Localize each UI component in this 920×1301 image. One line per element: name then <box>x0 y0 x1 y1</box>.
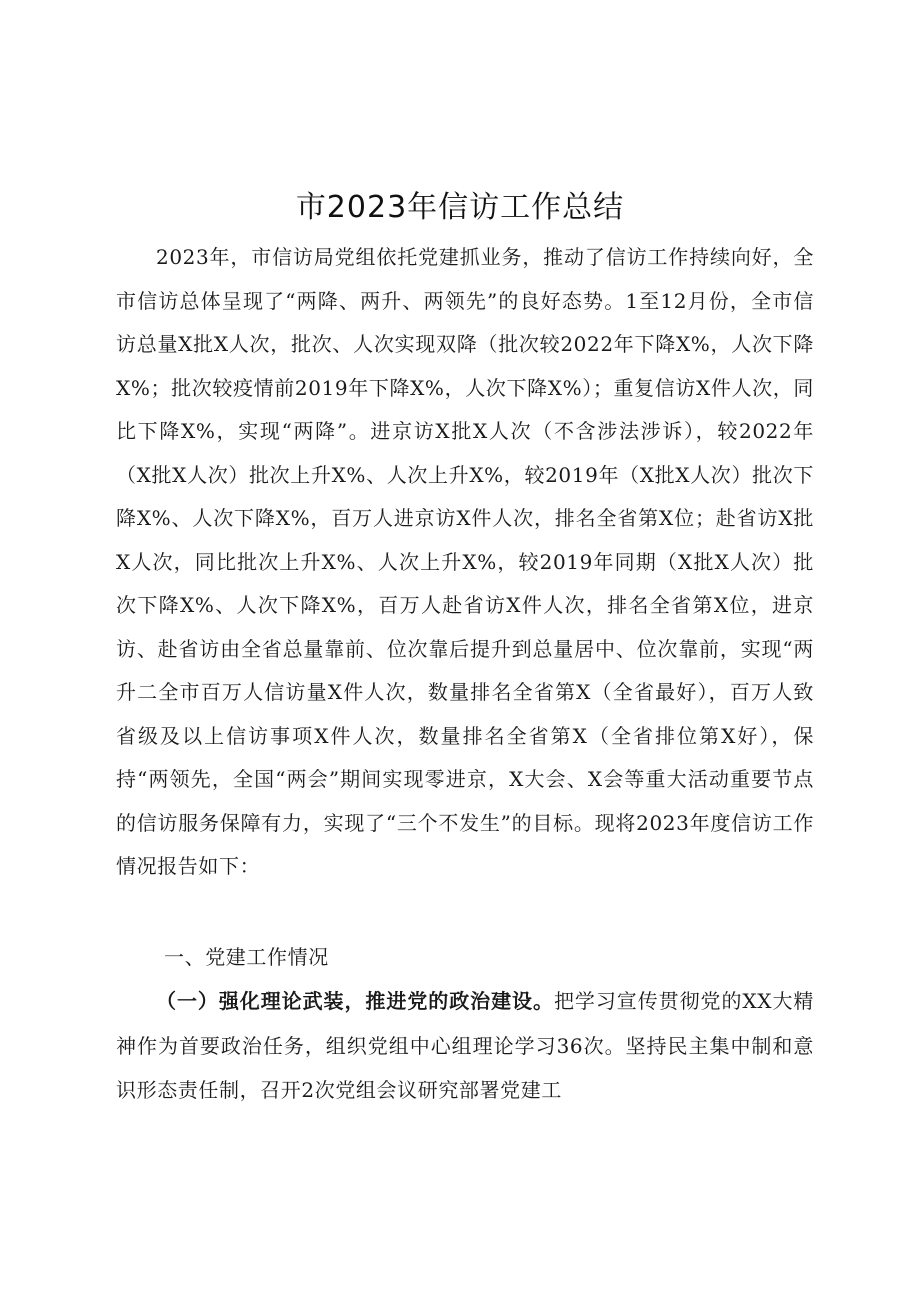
subsection-paragraph <box>116 979 814 1113</box>
section-heading: 一、党建工作情况 <box>164 945 329 969</box>
document-title: 市2023年信访工作总结 <box>295 190 625 225</box>
subsection-lead: （一）强化理论武装，推进党的政治建设。 <box>156 989 554 1013</box>
intro-paragraph: 2023年，市信访局党组依托党建抓业务，推动了信访工作持续向好，全市信访总体呈现了“两降、两升、两领先”的良好态势。1至12月份，全市信访总量X批X人次，批次、人次实现双降（批次较2022年下降X%，人次下降X%；批次较疫情前2019年下降X%，人次下降X%）；重复信访X件人次，同比下降X%，实现“两降”。进京访X批X人次（不含涉法涉诉），较2022年（X批X人次）批次上升X%、人次上升X%，较2019年（X批X人次）批次下降X%、人次下降X%，百万人进京访X件人次，排名全省第X位；赴省访X批X人次，同比批次上升X%、人次上升X%，较2019年同期（X批X人次）批次下降X%、人次下降X%，百万人赴省访X件人次，排名全省第X位，进京访、赴省访由全省总量靠前、位次靠后提升到总量居中、位次靠前，实现“两升二全市百万人信访量X件人次，数量排名全省第X（全省最好），百万人致省级及以上信访事项X件人次，数量排名全省第X（全省排位第X好），保持“两领先，全国“两会”期间实现零进京，X大会、X会等重大活动重要节点的信访服务保障有力，实现了“三个不发生”的目标。现将2023年度信访工作情况报告如下： <box>116 245 814 878</box>
subsection-text: 把学习宣传贯彻党的XX大精神作为首要政治任务，组织党组中心组理论学习36次。坚持民主集中制和意识形态责任制，召开2次党组会议研究部署党建工 <box>116 989 814 1102</box>
